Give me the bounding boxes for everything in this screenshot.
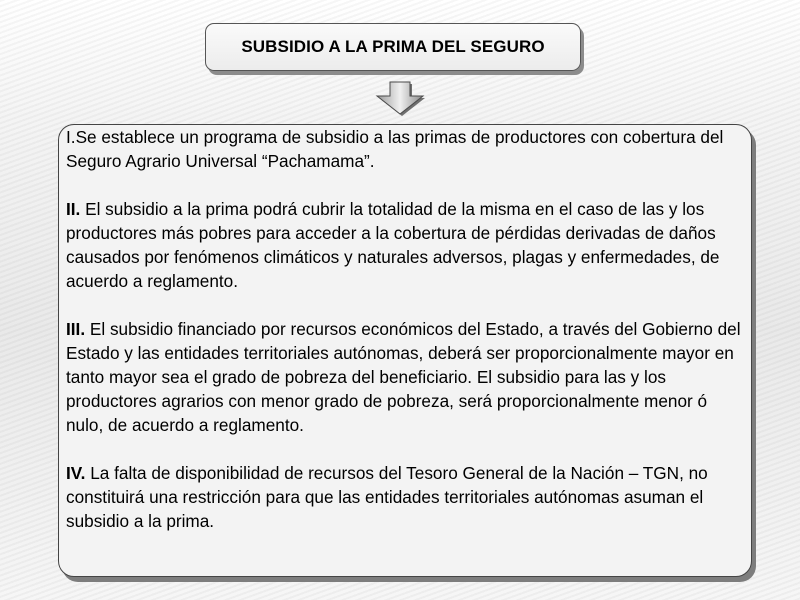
page-title: SUBSIDIO A LA PRIMA DEL SEGURO (241, 37, 545, 56)
down-arrow-icon (374, 77, 426, 117)
paragraph-4 (66, 461, 745, 533)
paragraph-number: III. (66, 319, 86, 339)
paragraph-3 (66, 317, 745, 437)
paragraph-text: El subsidio a la prima podrá cubrir la totalidad de la misma en el caso de las y los productores más pobres para acceder a la cobertura de pérdidas derivadas de daños causados por fenómenos climáticos y naturales adversos, plagas y enfermedades, de acuerdo a reglamento. (66, 199, 720, 291)
paragraph-number: IV. (66, 463, 86, 483)
paragraph-text: El subsidio financiado por recursos económicos del Estado, a través del Gobierno del Estado y las entidades territoriales autónomas, deberá ser proporcionalmente mayor en tanto mayor sea el grado de pobreza del beneficiario. El subsidio para las y los productores agrarios con menor grado de pobreza, será proporcionalmente menor ó nulo, de acuerdo a reglamento. (66, 319, 741, 435)
paragraph-1 (66, 125, 745, 173)
content-box (58, 124, 752, 577)
paragraph-number: II. (66, 199, 81, 219)
paragraph-text: Se establece un programa de subsidio a las primas de productores con cobertura del Seguro Agrario Universal “Pachamama”. (66, 127, 724, 171)
paragraph-text: La falta de disponibilidad de recursos del Tesoro General de la Nación – TGN, no constituirá una restricción para que las entidades territoriales autónomas asuman el subsidio a la prima. (66, 463, 708, 531)
paragraph-2 (66, 197, 745, 293)
paragraph-number: I. (66, 127, 76, 147)
title-box (205, 23, 581, 71)
